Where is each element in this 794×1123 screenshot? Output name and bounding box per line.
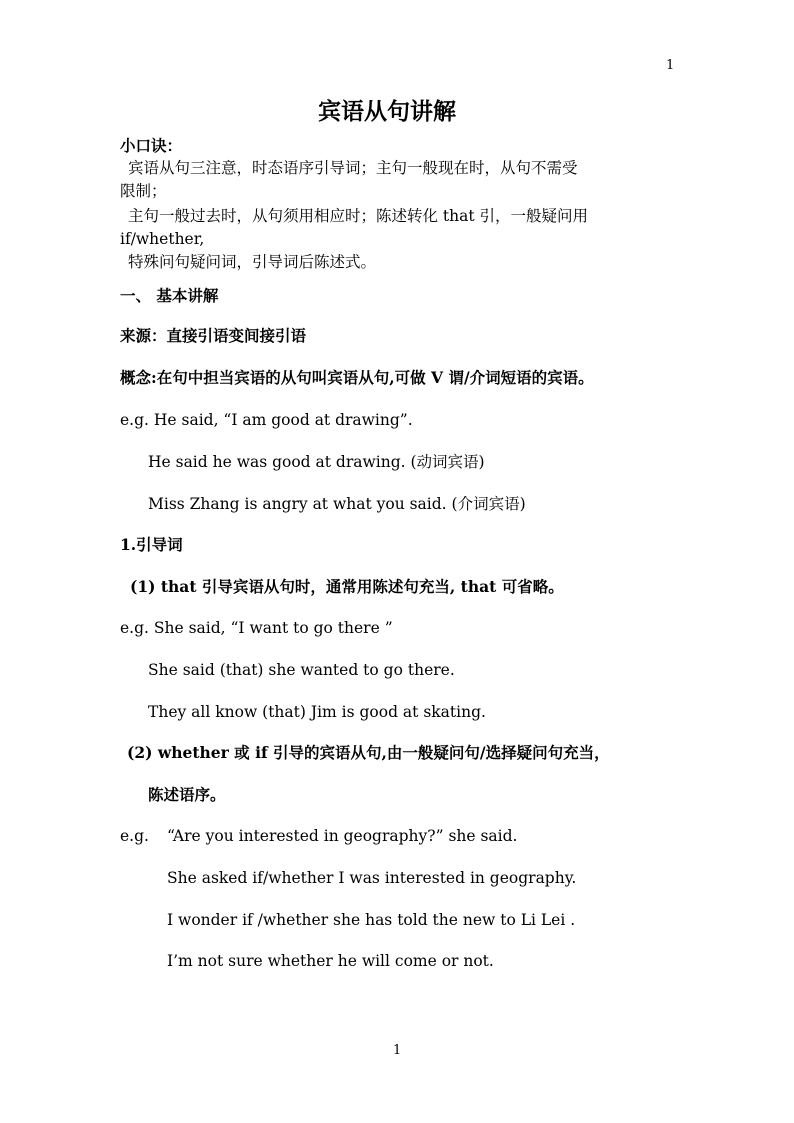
point-heading-continued: 陈述语序。 [148, 785, 226, 804]
rhyme-line: 限制； [120, 182, 167, 200]
example-line: She asked if/whether I was interested in geography. [167, 869, 577, 887]
footer-page-number: 1 [393, 1043, 402, 1058]
example-label: e.g. [120, 827, 149, 845]
concept-line: 概念:在句中担当宾语的从句叫宾语从句,可做 V 谓/介词短语的宾语。 [120, 368, 594, 387]
example-line: e.g. He said, “I am good at drawing”. [120, 411, 413, 429]
example-line: She said (that) she wanted to go there. [148, 661, 455, 679]
example-line: Miss Zhang is angry at what you said. (介词宾语) [148, 495, 526, 513]
example-line: I’m not sure whether he will come or not. [167, 952, 494, 970]
example-line: He said he was good at drawing. (动词宾语) [148, 453, 485, 471]
point-heading: (1) that 引导宾语从句时，通常用陈述句充当, that 可省略。 [130, 577, 564, 596]
rhyme-line: 宾语从句三注意，时态语序引导词；主句一般现在时，从句不需受 [128, 159, 578, 177]
rhyme-line: 特殊问句疑问词，引导词后陈述式。 [128, 253, 377, 271]
source-line: 来源：直接引语变间接引语 [120, 326, 307, 345]
example-line: I wonder if /whether she has told the new to Li Lei . [167, 911, 576, 929]
example-line: “Are you interested in geography?” she said. [167, 827, 518, 845]
point-heading: (2) whether 或 if 引导的宾语从句,由一般疑问句/选择疑问句充当， [127, 743, 610, 762]
example-line: e.g. She said, “I want to go there ” [120, 619, 393, 637]
rhyme-line: 主句一般过去时，从句须用相应时；陈述转化 that 引，一般疑问用 [128, 207, 589, 225]
rhyme-line: if/whether, [120, 230, 205, 248]
rhyme-heading: 小口诀： [120, 136, 183, 155]
example-line: They all know (that) Jim is good at skating. [148, 703, 486, 721]
section-heading: 一、 基本讲解 [120, 286, 219, 305]
header-page-number: 1 [666, 58, 675, 73]
subsection-heading: 1.引导词 [120, 535, 183, 554]
page-title: 宾语从句讲解 [318, 98, 456, 125]
